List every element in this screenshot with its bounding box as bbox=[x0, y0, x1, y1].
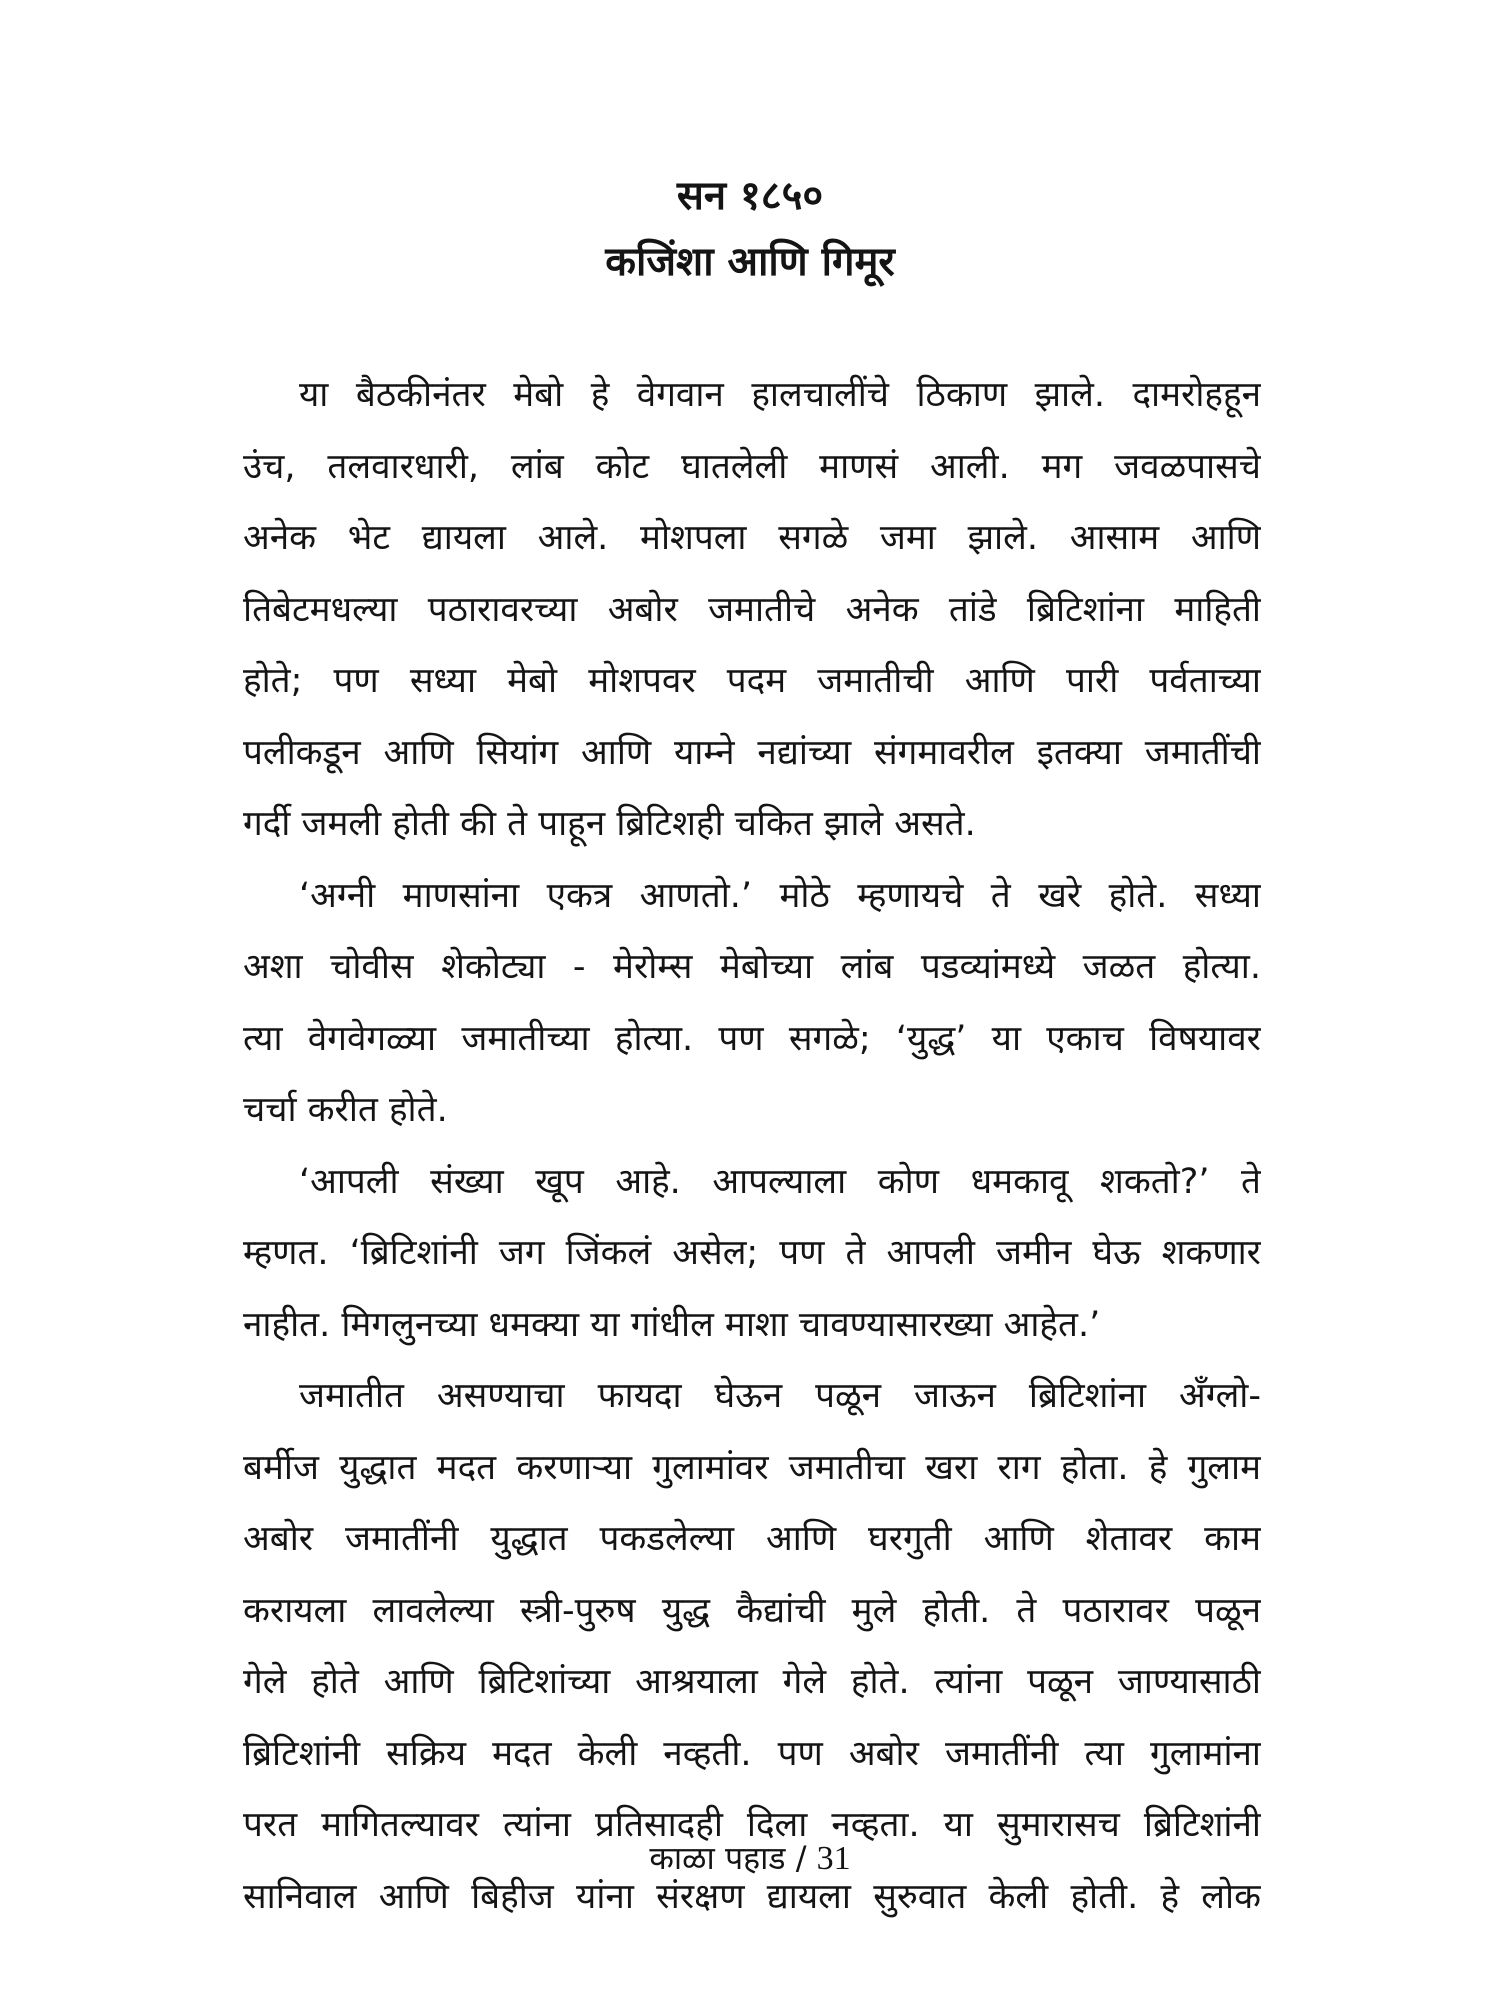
text-line: अबोर जमातींनी युद्धात पकडलेल्या आणि घरगुती आणि शेतावर काम bbox=[243, 1519, 1261, 1559]
footer-separator: / bbox=[795, 1839, 807, 1877]
text-line: या बैठकीनंतर मेबो हे वेगवान हालचालींचे ठिकाण झाले. दामरोहहून bbox=[299, 375, 1261, 415]
chapter-year-heading: सन १८५० bbox=[676, 173, 824, 219]
text-line: त्या वेगवेगळ्या जमातीच्या होत्या. पण सगळे; ‘युद्ध’ या एकाच विषयावर bbox=[243, 1018, 1261, 1059]
text-line: ‘अग्नी माणसांना एकत्र आणतो.’ मोठे म्हणायचे ते खरे होते. सध्या bbox=[299, 875, 1261, 916]
text-line: जमातीत असण्याचा फायदा घेऊन पळून जाऊन ब्रिटिशांना अँग्लो- bbox=[299, 1376, 1261, 1416]
text-line: अनेक भेट द्यायला आले. मोशपला सगळे जमा झाले. आसाम आणि bbox=[243, 518, 1261, 558]
text-line: तिबेटमधल्या पठारावरच्या अबोर जमातीचे अनेक तांडे ब्रिटिशांना माहिती bbox=[243, 589, 1261, 630]
text-line: होते; पण सध्या मेबो मोशपवर पदम जमातीची आणि पारी पर्वताच्या bbox=[243, 661, 1261, 701]
text-line: सानिवाल आणि बिहीज यांना संरक्षण द्यायला सुरुवात केली होती. हे लोक bbox=[243, 1876, 1261, 1917]
text-line: गर्दी जमली होती की ते पाहून ब्रिटिशही चकित झाले असते. bbox=[243, 804, 976, 844]
text-line: उंच, तलवारधारी, लांब कोट घातलेली माणसं आली. मग जवळपासचे bbox=[243, 446, 1261, 487]
text-line: पलीकडून आणि सियांग आणि याम्ने नद्यांच्या संगमावरील इतक्या जमातींची bbox=[243, 732, 1261, 773]
text-line: परत मागितल्यावर त्यांना प्रतिसादही दिला नव्हता. या सुमारासच ब्रिटिशांनी bbox=[243, 1805, 1261, 1845]
text-line: ‘आपली संख्या खूप आहे. आपल्याला कोण धमकावू शकतो?’ ते bbox=[299, 1161, 1261, 1202]
page-footer bbox=[0, 1834, 1500, 1883]
footer-book-title: काळा पहाड bbox=[649, 1839, 786, 1877]
chapter-title: कजिंशा आणि गिमूर bbox=[605, 239, 895, 285]
page-number: 31 bbox=[816, 1840, 851, 1877]
text-line: नाहीत. मिगलुनच्या धमक्या या गांधील माशा चावण्यासारख्या आहेत.’ bbox=[243, 1304, 1101, 1345]
text-line: गेले होते आणि ब्रिटिशांच्या आश्रयाला गेले होते. त्यांना पळून जाण्यासाठी bbox=[243, 1662, 1261, 1702]
text-line: ब्रिटिशांनी सक्रिय मदत केली नव्हती. पण अबोर जमातींनी त्या गुलामांना bbox=[243, 1733, 1261, 1774]
text-line: करायला लावलेल्या स्त्री-पुरुष युद्ध कैद्यांची मुले होती. ते पठारावर पळून bbox=[243, 1590, 1261, 1631]
text-line: चर्चा करीत होते. bbox=[243, 1090, 448, 1130]
text-line: बर्मीज युद्धात मदत करणाऱ्या गुलामांवर जमातीचा खरा राग होता. हे गुलाम bbox=[243, 1447, 1261, 1488]
text-line: अशा चोवीस शेकोट्या - मेरोम्स मेबोच्या लांब पडव्यांमध्ये जळत होत्या. bbox=[243, 947, 1261, 987]
text-line: म्हणत. ‘ब्रिटिशांनी जग जिंकलं असेल; पण ते आपली जमीन घेऊ शकणार bbox=[243, 1233, 1261, 1273]
body-text bbox=[243, 360, 1261, 1933]
